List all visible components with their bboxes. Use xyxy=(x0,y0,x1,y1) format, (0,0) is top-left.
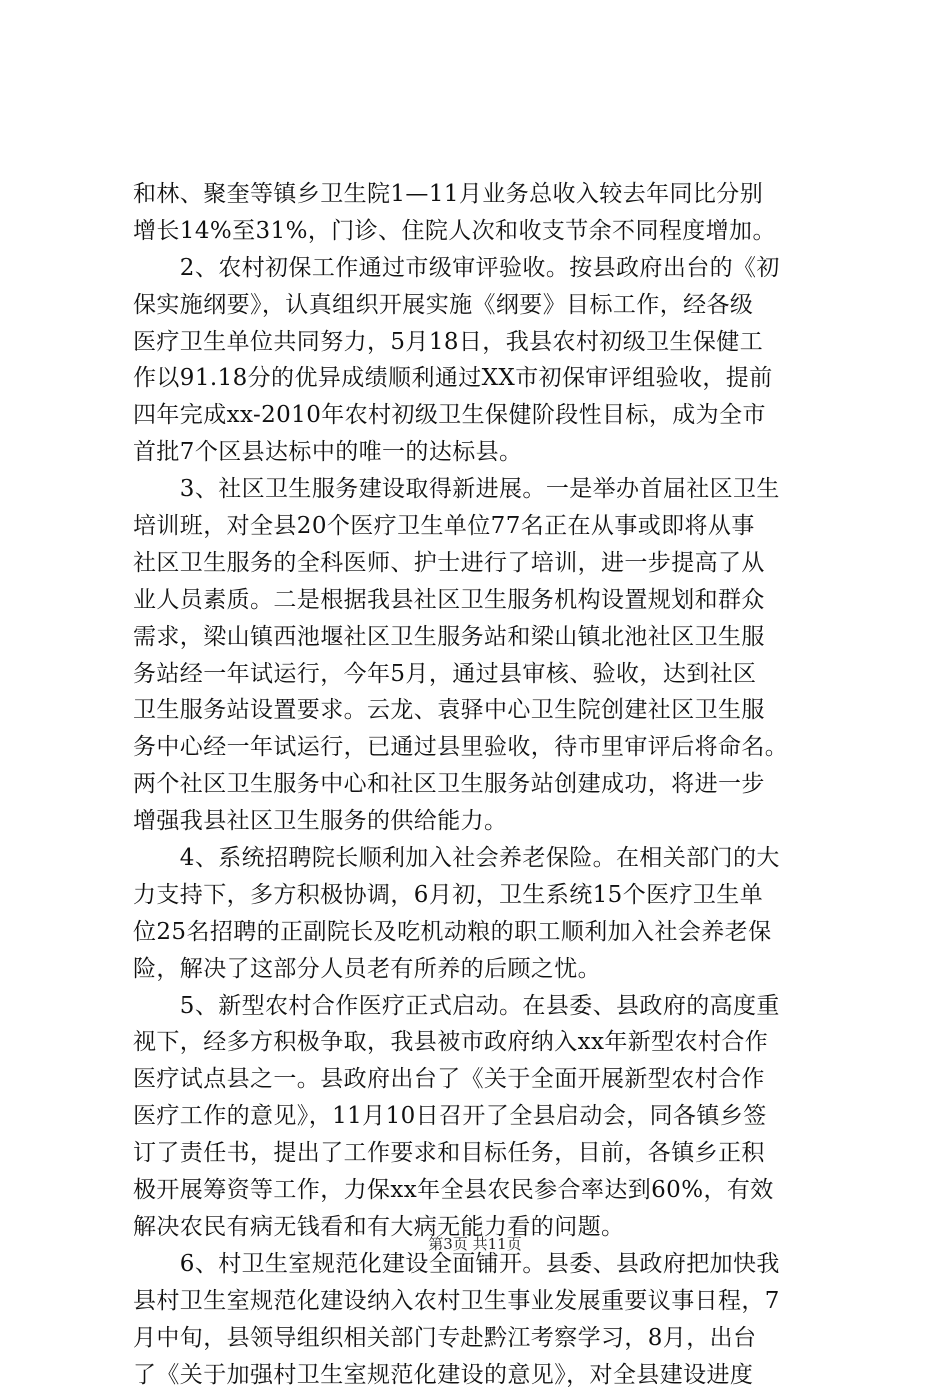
text-line: 两个社区卫生服务中心和社区卫生服务站创建成功，将进一步 xyxy=(133,766,833,803)
text-line: 4、系统招聘院长顺利加入社会养老保险。在相关部门的大 xyxy=(133,840,833,877)
text-line: 保实施纲要》，认真组织开展实施《纲要》目标工作，经各级 xyxy=(133,287,833,324)
text-line: 了《关于加强村卫生室规范化建设的意见》，对全县建设进度 xyxy=(133,1357,833,1393)
text-line: 增强我县社区卫生服务的供给能力。 xyxy=(133,803,833,840)
text-line: 医疗卫生单位共同努力，5月18日，我县农村初级卫生保健工 xyxy=(133,324,833,361)
text-line: 力支持下，多方积极协调，6月初，卫生系统15个医疗卫生单 xyxy=(133,877,833,914)
text-line: 四年完成xx-2010年农村初级卫生保健阶段性目标，成为全市 xyxy=(133,397,833,434)
text-line: 6、村卫生室规范化建设全面铺开。县委、县政府把加快我 xyxy=(133,1246,833,1283)
text-line: 2、农村初保工作通过市级审评验收。按县政府出台的《初 xyxy=(133,250,833,287)
text-line: 医疗试点县之一。县政府出台了《关于全面开展新型农村合作 xyxy=(133,1061,833,1098)
text-line: 5、新型农村合作医疗正式启动。在县委、县政府的高度重 xyxy=(133,988,833,1025)
text-line: 险，解决了这部分人员老有所养的后顾之忧。 xyxy=(133,951,833,988)
text-line: 3、社区卫生服务建设取得新进展。一是举办首届社区卫生 xyxy=(133,471,833,508)
text-line: 位25名招聘的正副院长及吃机动粮的职工顺利加入社会养老保 xyxy=(133,914,833,951)
text-line: 和林、聚奎等镇乡卫生院1—11月业务总收入较去年同比分别 xyxy=(133,176,833,213)
text-line: 县村卫生室规范化建设纳入农村卫生事业发展重要议事日程，7 xyxy=(133,1283,833,1320)
text-line: 作以91.18分的优异成绩顺利通过XX市初保审评组验收，提前 xyxy=(133,360,833,397)
text-line: 医疗工作的意见》，11月10日召开了全县启动会，同各镇乡签 xyxy=(133,1098,833,1135)
text-line: 视下，经多方积极争取，我县被市政府纳入xx年新型农村合作 xyxy=(133,1024,833,1061)
text-line: 社区卫生服务的全科医师、护士进行了培训，进一步提高了从 xyxy=(133,545,833,582)
text-line: 务站经一年试运行，今年5月，通过县审核、验收，达到社区 xyxy=(133,656,833,693)
text-line: 卫生服务站设置要求。云龙、袁驿中心卫生院创建社区卫生服 xyxy=(133,692,833,729)
text-line: 首批7个区县达标中的唯一的达标县。 xyxy=(133,434,833,471)
text-line: 订了责任书，提出了工作要求和目标任务，目前，各镇乡正积 xyxy=(133,1135,833,1172)
page-footer: 第3页 共11页 xyxy=(0,1234,950,1254)
text-line: 极开展筹资等工作，力保xx年全县农民参合率达到60%，有效 xyxy=(133,1172,833,1209)
document-body xyxy=(133,176,833,1393)
text-line: 增长14%至31%，门诊、住院人次和收支节余不同程度增加。 xyxy=(133,213,833,250)
text-line: 解决农民有病无钱看和有大病无能力看的问题。 xyxy=(133,1209,833,1246)
text-line: 需求，梁山镇西池堰社区卫生服务站和梁山镇北池社区卫生服 xyxy=(133,619,833,656)
text-line: 务中心经一年试运行，已通过县里验收，待市里审评后将命名。 xyxy=(133,729,833,766)
text-line: 培训班，对全县20个医疗卫生单位77名正在从事或即将从事 xyxy=(133,508,833,545)
text-line: 业人员素质。二是根据我县社区卫生服务机构设置规划和群众 xyxy=(133,582,833,619)
text-line: 月中旬，县领导组织相关部门专赴黔江考察学习，8月，出台 xyxy=(133,1320,833,1357)
